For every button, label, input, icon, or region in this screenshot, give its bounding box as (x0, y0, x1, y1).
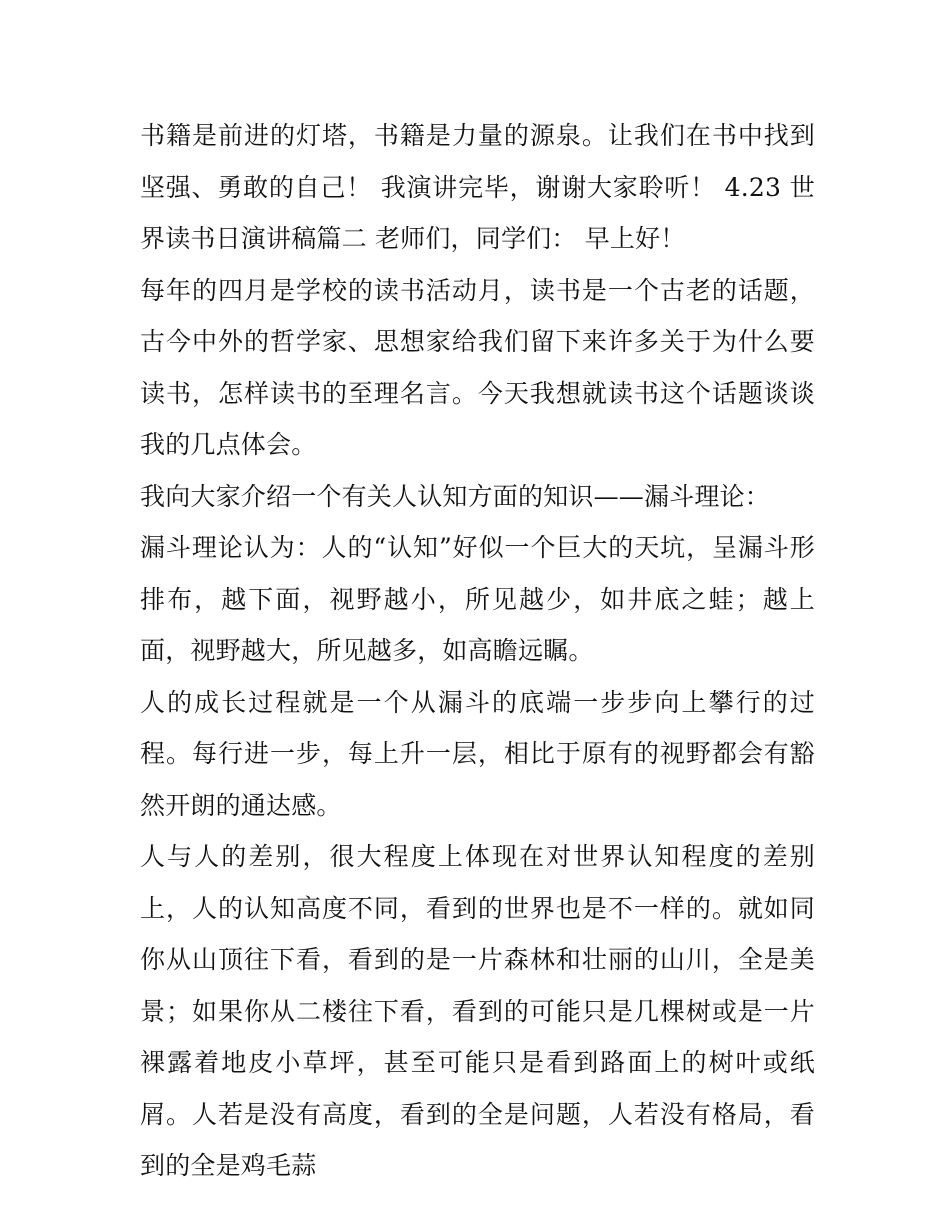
paragraph-4: 漏斗理论认为：人的“认知”好似一个巨大的天坑，呈漏斗形排布，越下面，视野越小，所见越少，如井底之蛙；越上面，视野越大，所见越多，如高瞻远瞩。 (140, 533, 815, 665)
paragraph-5: 人的成长过程就是一个从漏斗的底端一步步向上攀行的过程。每行进一步，每上升一层，相比于原有的视野都会有豁然开朗的通达感。 (140, 687, 815, 820)
paragraph-2: 每年的四月是学校的读书活动月，读书是一个古老的话题，古今中外的哲学家、思想家给我们留下来许多关于为什么要读书，怎样读书的至理名言。今天我想就读书这个话题谈谈我的几点体会。 (140, 275, 815, 459)
document-page (140, 110, 815, 1192)
paragraph-6: 人与人的差别，很大程度上体现在对世界认知程度的差别上，人的认知高度不同，看到的世界也是不一样的。就如同你从山顶往下看，看到的是一片森林和壮丽的山川，全是美景；如果你从二楼往下看，看到的可能只是几棵树或是一片裸露着地皮小草坪，甚至可能只是看到路面上的树叶或纸屑。人若是没有高度，看到的全是问题，人若没有格局，看到的全是鸡毛蒜 (140, 842, 815, 1180)
paragraph-1: 书籍是前进的灯塔，书籍是力量的源泉。让我们在书中找到坚强、勇敢的自己！ 我演讲完毕，谢谢大家聆听！ 4.23 世界读书日演讲稿篇二 老师们，同学们： 早上好！ (140, 121, 815, 253)
paragraph-3: 我向大家介绍一个有关人认知方面的知识——漏斗理论： (140, 481, 771, 511)
